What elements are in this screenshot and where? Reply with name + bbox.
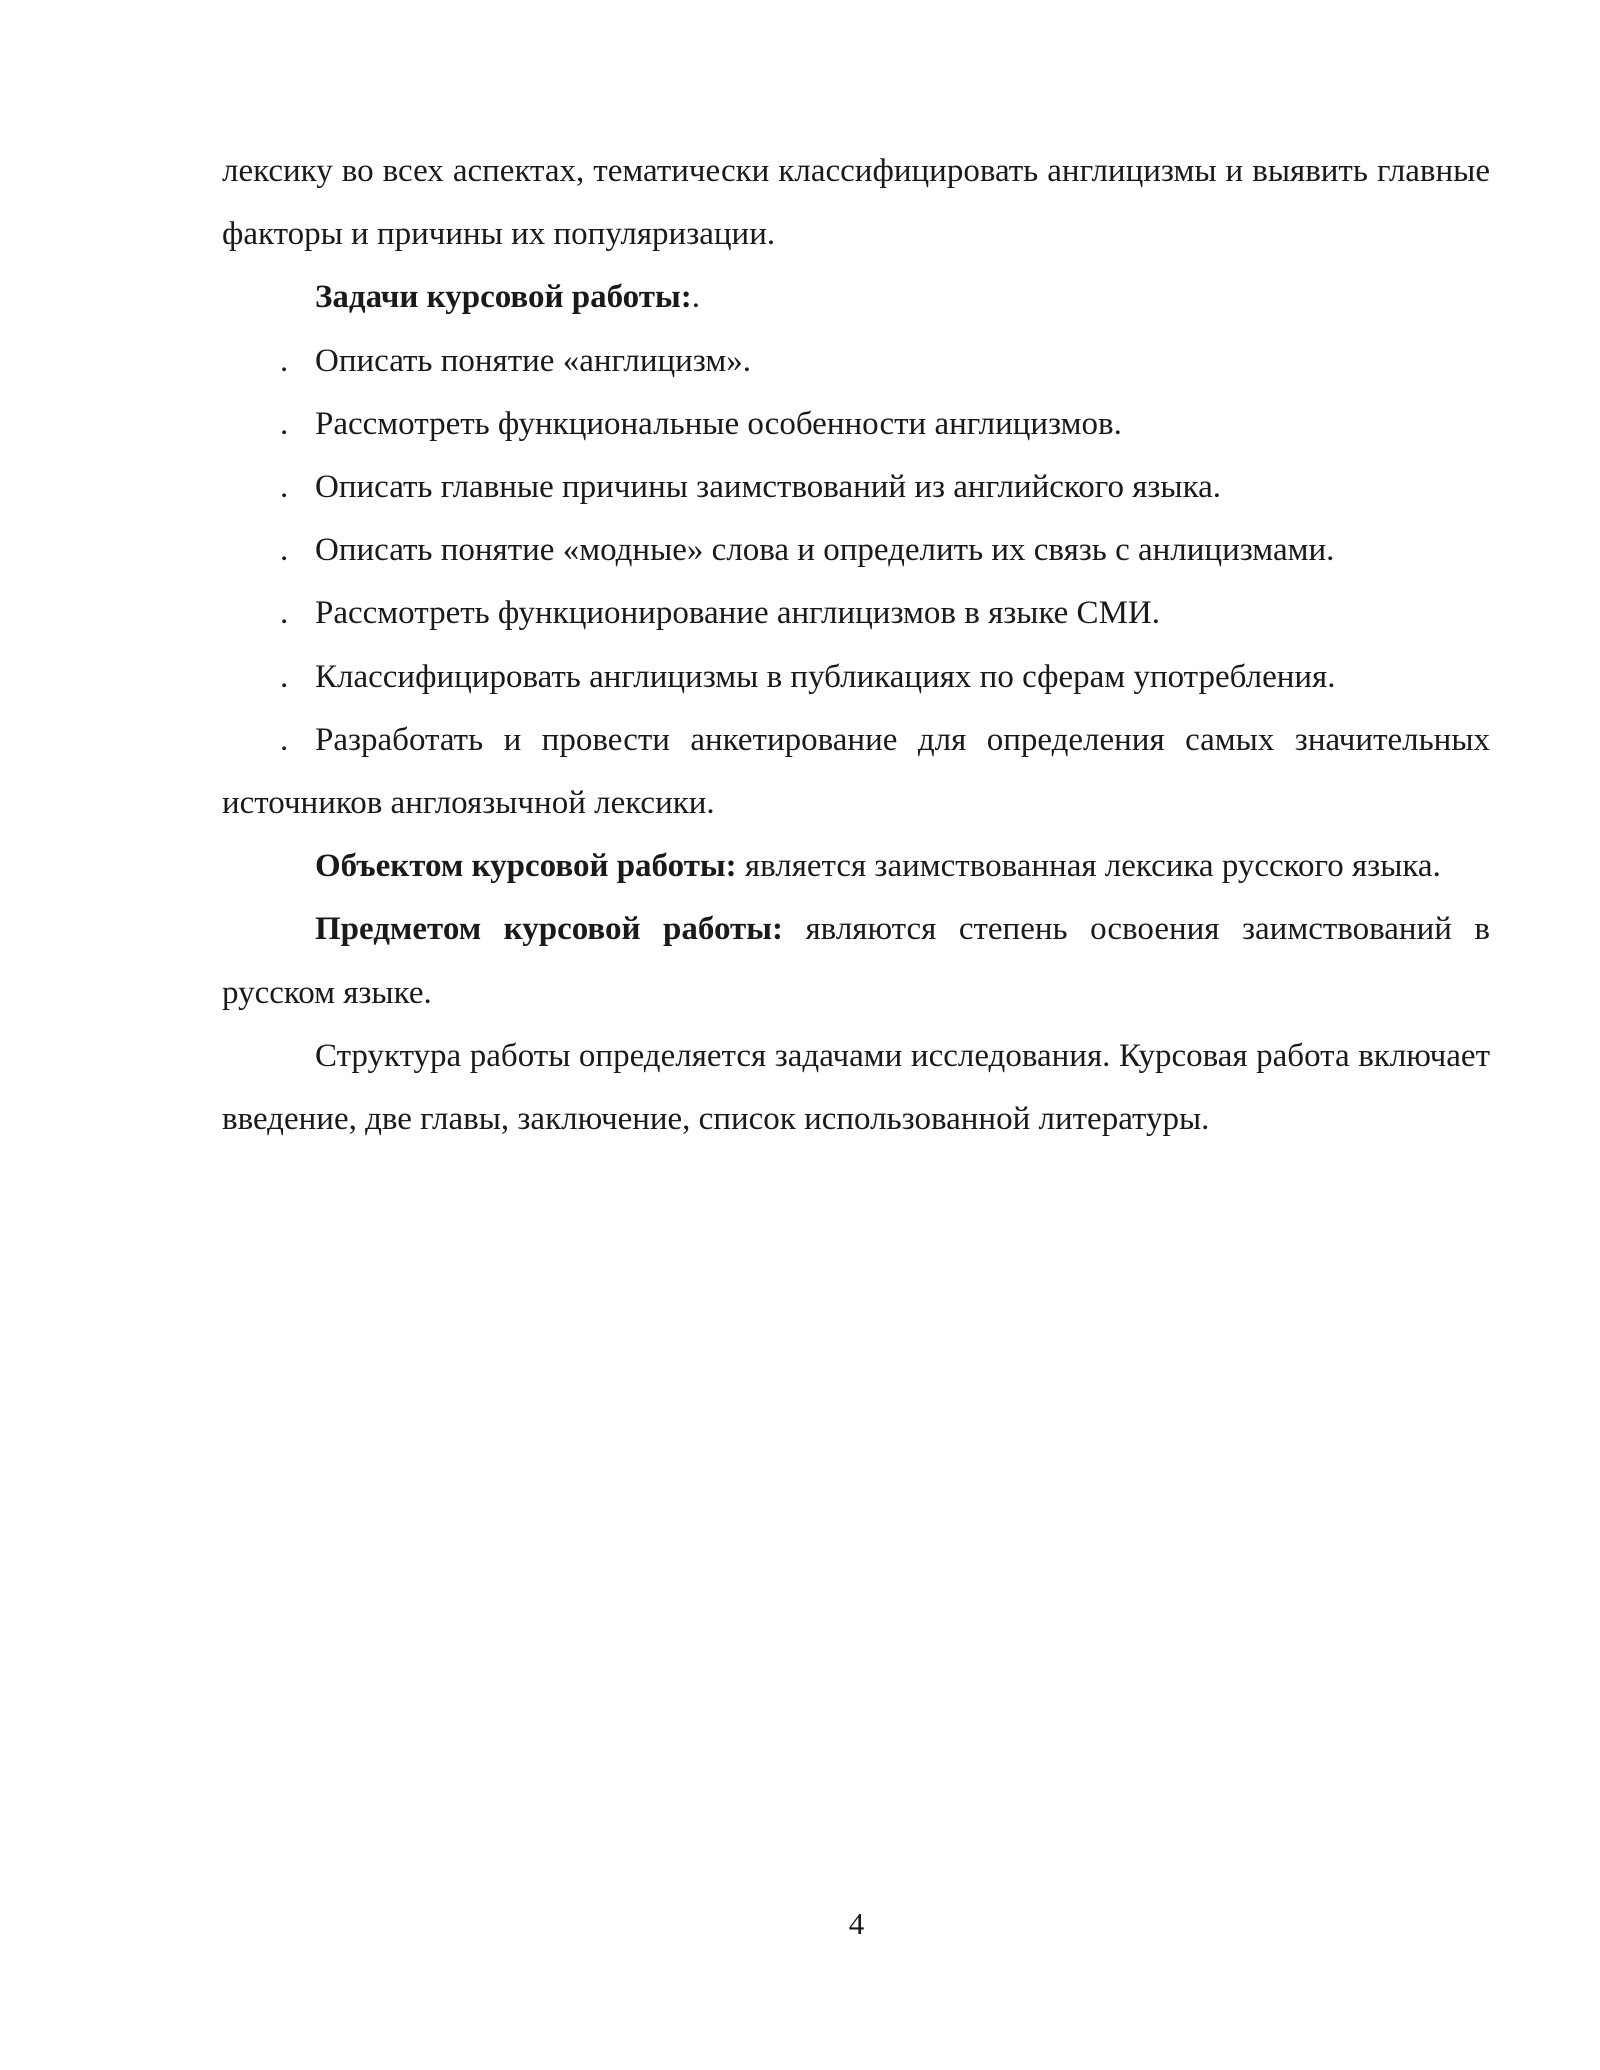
object-label: Объектом курсовой работы: [315,848,737,885]
list-marker: . [280,658,289,695]
tasks-heading-paragraph [222,266,1490,329]
list-item [222,393,1490,456]
list-item [222,330,1490,393]
list-marker: . [280,469,289,506]
list-marker: . [280,532,289,569]
list-item-text: Разработать и провести анкетирование для определения самых значительных источников англоязычной лексики. [222,721,1490,822]
list-item-text: Рассмотреть функциональные особенности англицизмов. [315,405,1122,442]
object-paragraph [222,835,1490,898]
subject-text: являются степень освоения заимствований в русском языке. [222,911,1490,1011]
list-item-text: Описать главные причины заимствований из английского языка. [315,469,1222,506]
list-item-text: Описать понятие «модные» слова и определить их связь с анлицизмами. [315,532,1335,569]
list-marker: . [280,405,289,442]
list-item [222,646,1490,709]
list-marker: . [280,342,289,379]
subject-label: Предметом курсовой работы: [315,911,783,948]
subject-paragraph [222,898,1490,1024]
list-item [222,709,1490,835]
list-item-text: Рассмотреть функционирование англицизмов в языке СМИ. [315,595,1160,632]
intro-continuation-paragraph: лексику во всех аспектах, тематически классифицировать англицизмы и выявить главные факторы и причины их популяризации. [222,153,1490,253]
page-number: 4 [848,1906,865,1941]
list-item-text: Описать понятие «англицизм». [315,342,752,379]
list-item [222,519,1490,582]
tasks-heading: Задачи курсовой работы: [315,279,692,316]
structure-paragraph: Структура работы определяется задачами исследования. Курсовая работа включает введение, две главы, заключение, список использованной литературы. [222,1037,1490,1138]
list-item-text: Классифицировать англицизмы в публикациях по сферам употребления. [315,658,1336,695]
list-item [222,456,1490,519]
list-marker: . [280,721,289,758]
list-marker: . [280,595,289,632]
object-text: является заимствованная лексика русского языка. [736,848,1441,885]
list-item [222,582,1490,645]
tasks-heading-suffix: . [691,279,700,316]
document-body [222,140,1490,1151]
